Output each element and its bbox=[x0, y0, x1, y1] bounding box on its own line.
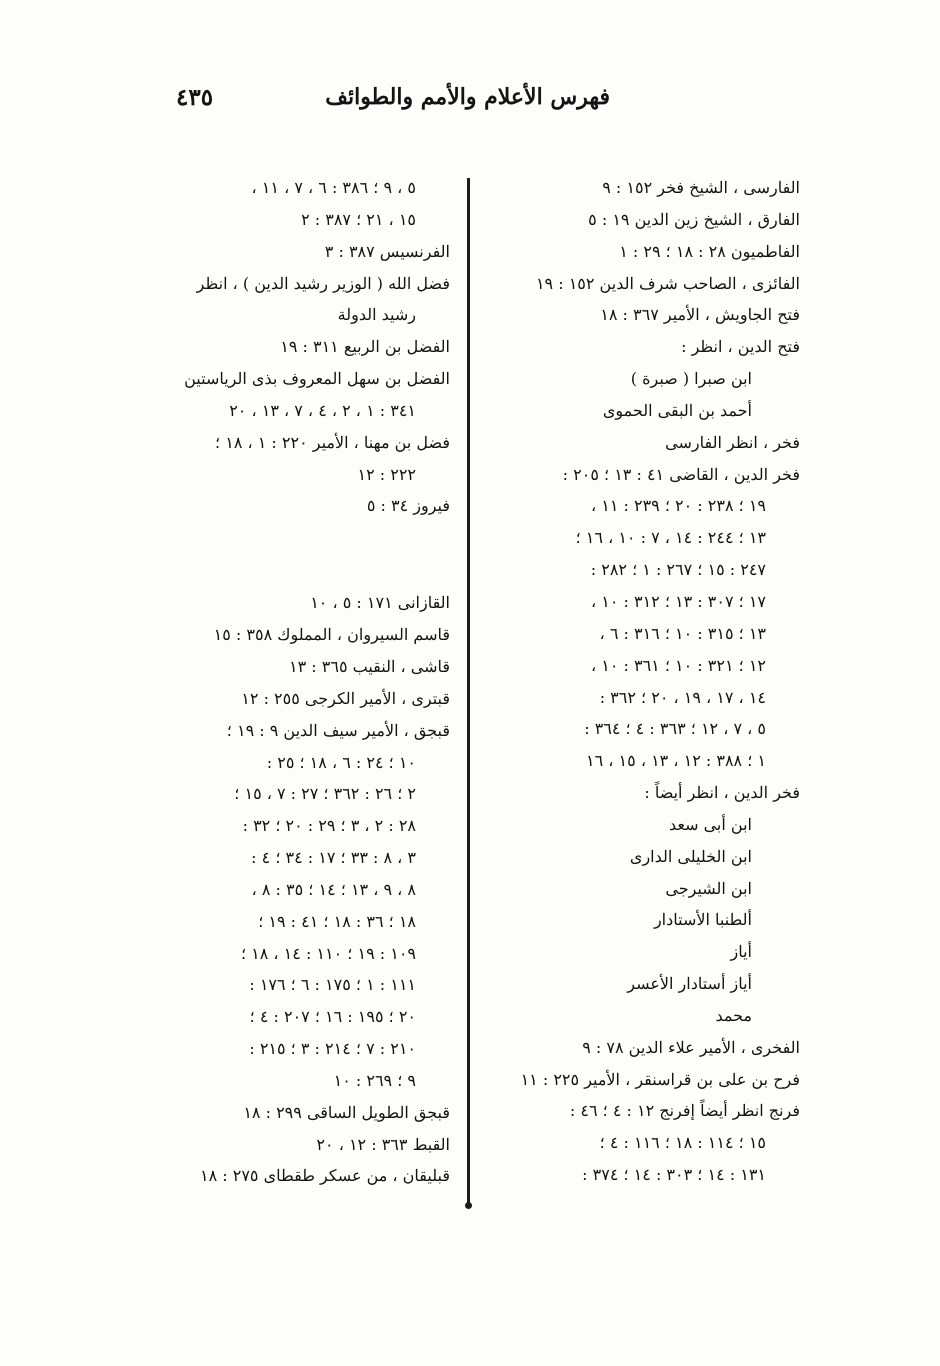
index-entry-continuation: ١٥ ؛ ١١٤ : ١٨ ؛ ١١٦ : ٤ ؛ bbox=[599, 1133, 766, 1153]
index-entry-continuation: ٢١٠ : ٧ ؛ ٢١٤ : ٣ ؛ ٢١٥ : bbox=[249, 1039, 416, 1059]
index-entry-continuation: ٢٢٢ : ١٢ bbox=[357, 464, 416, 484]
index-entry-continuation: أحمد بن البقى الحموى bbox=[602, 400, 752, 420]
index-section-fa bbox=[140, 172, 450, 522]
section-gap bbox=[140, 522, 450, 587]
index-entry: قبليقان ، من عسكر طقطاى ٢٧٥ : ١٨ bbox=[199, 1166, 450, 1186]
index-entry: الفارسى ، الشيخ فخر ١٥٢ : ٩ bbox=[602, 178, 800, 197]
page-number: ٤٣٥ bbox=[176, 84, 214, 111]
index-entry-continuation: ١ ؛ ٣٨٨ : ١٢ ، ١٣ ، ١٥ ، ١٦ bbox=[586, 751, 766, 771]
index-entry-continuation: ١٠٩ : ١٩ ؛ ١١٠ : ١٤ ، ١٨ ؛ bbox=[240, 943, 416, 963]
index-entry: فضل بن مهنا ، الأمير ٢٢٠ : ١ ، ١٨ ؛ bbox=[215, 432, 450, 452]
index-entry: قاسم السيروان ، المملوك ٣٥٨ : ١٥ bbox=[213, 625, 450, 645]
index-entry: الفضل بن الربيع ٣١١ : ١٩ bbox=[280, 337, 450, 357]
index-entry-continuation: ٥ ، ٧ ، ١٢ ؛ ٣٦٣ : ٤ ؛ ٣٦٤ : bbox=[584, 719, 766, 739]
index-entry-continuation: ٨ ، ٩ ، ١٣ ؛ ١٤ ؛ ٣٥ : ٨ ، bbox=[251, 879, 416, 899]
index-entry: فتح الدين ، انظر : bbox=[681, 337, 800, 357]
index-entry-continuation: ألطنبا الأستادار bbox=[653, 910, 752, 930]
index-entry: الفاطميون ٢٨ : ١٨ ؛ ٢٩ : ١ bbox=[619, 241, 800, 261]
index-entry: قبجق الطويل الساقى ٢٩٩ : ١٨ bbox=[243, 1102, 450, 1122]
index-entry-continuation: ١٠ ؛ ٢٤ : ٦ ، ١٨ ؛ ٢٥ : bbox=[266, 752, 416, 772]
index-entry: فرنج انظر أيضاً إفرنج ١٢ : ٤ ؛ ٤٦ : bbox=[569, 1101, 800, 1121]
index-entry-continuation: ٩ ؛ ٢٦٩ : ١٠ bbox=[333, 1070, 416, 1090]
index-entry-continuation: ٣ ، ٨ : ٣٣ ؛ ١٧ : ٣٤ ؛ ٤ : bbox=[251, 848, 416, 868]
column-divider bbox=[467, 178, 470, 1205]
index-entry: قاشى ، النقيب ٣٦٥ : ١٣ bbox=[289, 656, 450, 676]
index-entry: فرح بن على بن قراسنقر ، الأمير ٢٢٥ : ١١ bbox=[520, 1069, 800, 1089]
page-title: فهرس الأعلام والأمم والطوائف bbox=[325, 84, 610, 110]
index-entry-continuation: محمد bbox=[715, 1005, 752, 1025]
index-entry-continuation: أياز أستادار الأعسر bbox=[627, 974, 752, 994]
index-entry: فخر ، انظر الفارسى bbox=[665, 432, 800, 452]
index-entry: القبط ٣٦٣ : ١٢ ، ٢٠ bbox=[316, 1134, 450, 1154]
index-entry: الفائزى ، الصاحب شرف الدين ١٥٢ : ١٩ bbox=[535, 273, 800, 293]
index-entry: قبجق ، الأمير سيف الدين ٩ : ١٩ ؛ bbox=[226, 720, 450, 740]
index-section-qaf bbox=[140, 587, 450, 1192]
index-entry: القازانى ١٧١ : ٥ ، ١٠ bbox=[310, 593, 450, 613]
index-entry-continuation: ١٣١ : ١٤ ؛ ٣٠٣ : ١٤ ؛ ٣٧٤ : bbox=[582, 1165, 766, 1185]
index-entry: قبترى ، الأمير الكرجى ٢٥٥ : ١٢ bbox=[241, 688, 450, 708]
index-entry: فتح الجاويش ، الأمير ٣٦٧ : ١٨ bbox=[600, 305, 800, 325]
page-header bbox=[150, 84, 610, 124]
index-entry: الفخرى ، الأمير علاء الدين ٧٨ : ٩ bbox=[582, 1037, 800, 1057]
index-entry-continuation: ٢ ؛ ٢٦ : ٣٦٢ ؛ ٢٧ : ٧ ، ١٥ ؛ bbox=[234, 784, 416, 804]
index-entry-continuation: ١١١ : ١ ؛ ١٧٥ : ٦ ؛ ١٧٦ : bbox=[249, 975, 416, 995]
index-entry-continuation: ١٩ ؛ ٢٣٨ : ٢٠ ؛ ٢٣٩ : ١١ ، bbox=[590, 496, 766, 516]
index-entry-continuation: ١٤ ، ١٧ ، ١٩ ، ٢٠ ؛ ٣٦٢ : bbox=[599, 687, 766, 707]
index-entry-continuation: ١٨ ؛ ٣٦ : ١٨ ؛ ٤١ : ١٩ ؛ bbox=[258, 911, 416, 931]
index-entry-continuation: ١٥ ، ٢١ ؛ ٣٨٧ : ٢ bbox=[301, 209, 416, 229]
index-entry-continuation: ٥ ، ٩ ؛ ٣٨٦ : ٦ ، ٧ ، ١١ ، bbox=[251, 178, 416, 197]
index-entry-continuation: ٢٤٧ : ١٥ ؛ ٢٦٧ : ١ ؛ ٢٨٢ : bbox=[590, 560, 766, 580]
index-entry: فخر الدين ، القاضى ٤١ : ١٣ ؛ ٢٠٥ : bbox=[562, 464, 800, 484]
index-entry: الفارق ، الشيخ زين الدين ١٩ : ٥ bbox=[588, 209, 800, 229]
index-entry: الفضل بن سهل المعروف بذى الرياستين bbox=[184, 369, 450, 389]
index-entry: الفرنسيس ٣٨٧ : ٣ bbox=[324, 241, 450, 261]
index-entry-continuation: ١٧ ؛ ٣٠٧ : ١٣ ؛ ٣١٢ : ١٠ ، bbox=[590, 591, 766, 611]
index-entry-continuation: أياز bbox=[730, 942, 752, 962]
index-entry: فضل الله ( الوزير رشيد الدين ) ، انظر bbox=[196, 273, 450, 293]
index-entry-continuation: ابن صبرا ( صبرة ) bbox=[630, 369, 752, 389]
index-entry-continuation: ١٣ ؛ ٢٤٤ : ١٤ ، ٧ : ١٠ ، ١٦ ؛ bbox=[575, 528, 766, 548]
index-entry-continuation: ٣٤١ : ١ ، ٢ ، ٤ ، ٧ ، ١٣ ، ٢٠ bbox=[229, 400, 416, 420]
index-entry-continuation: ١٣ ؛ ٣١٥ : ١٠ ؛ ٣١٦ : ٦ ، bbox=[599, 623, 766, 643]
index-entry-continuation: ٢٨ : ٢ ، ٣ ؛ ٢٩ : ٢٠ ؛ ٣٢ : bbox=[242, 816, 416, 836]
index-entry-continuation: رشيد الدولة bbox=[337, 305, 416, 325]
index-entry: فيروز ٣٤ : ٥ bbox=[366, 496, 450, 516]
index-entry-continuation: ابن أبى سعد bbox=[668, 814, 752, 834]
index-entry: فخر الدين ، انظر أيضاً : bbox=[644, 783, 800, 803]
index-entry-continuation: ٢٠ ؛ ١٩٥ : ١٦ ؛ ٢٠٧ : ٤ ؛ bbox=[249, 1007, 416, 1027]
index-column-left bbox=[140, 172, 450, 1192]
index-entry-continuation: ابن الخليلى الدارى bbox=[629, 846, 752, 866]
index-entry-continuation: ابن الشيرجى bbox=[665, 878, 752, 898]
index-entry-continuation: ١٢ ؛ ٣٢١ : ١٠ ؛ ٣٦١ : ١٠ ، bbox=[590, 655, 766, 675]
index-column-right bbox=[488, 172, 800, 1191]
